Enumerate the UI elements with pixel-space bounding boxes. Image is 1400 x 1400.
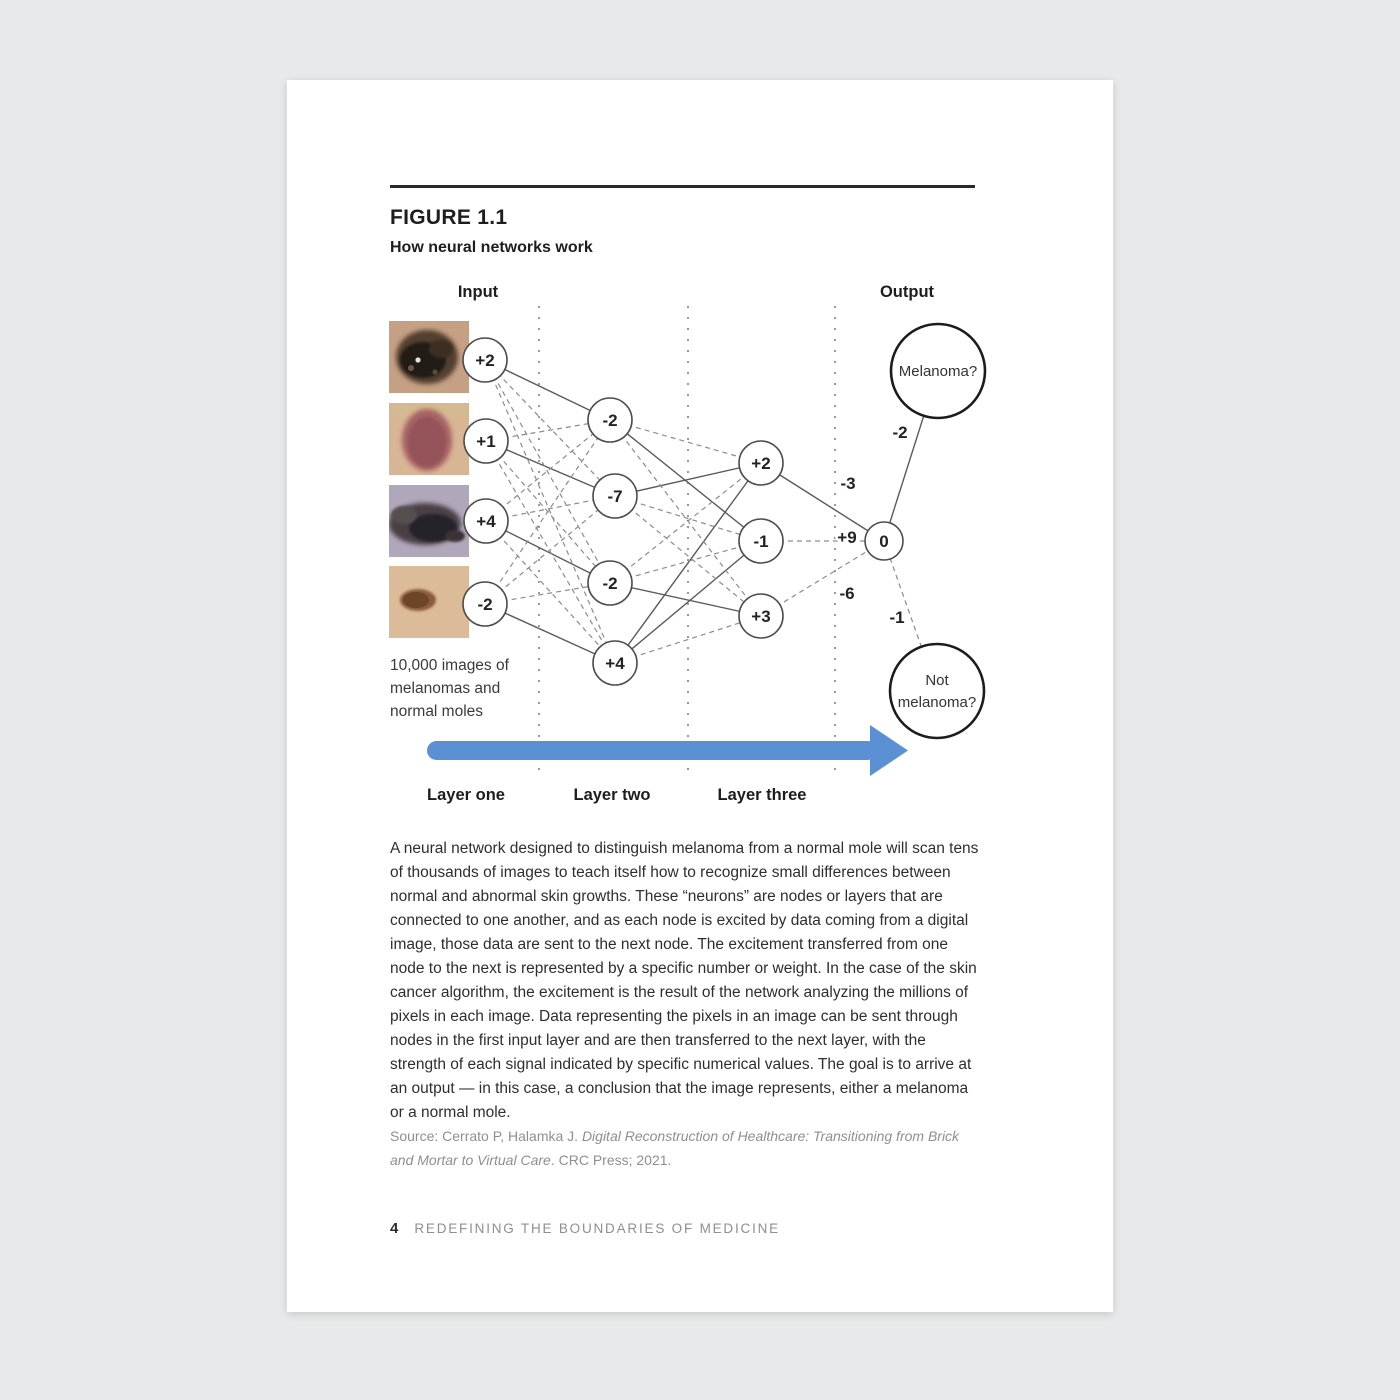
layer3-nodes <box>739 441 783 638</box>
node-weight: +2 <box>751 454 771 473</box>
output-node-melanoma <box>891 324 985 418</box>
output-label-line2: melanoma? <box>897 694 977 711</box>
layer-labels <box>427 786 806 804</box>
layer1-nodes <box>463 338 508 626</box>
caption-line: melanomas and <box>390 680 501 697</box>
caption-line: normal moles <box>390 703 484 720</box>
edge-label: -1 <box>889 608 905 627</box>
sum-node <box>865 522 903 560</box>
node-weight: +2 <box>475 351 495 370</box>
node-weight: -2 <box>477 595 493 614</box>
node-weight: -7 <box>607 487 623 506</box>
edge-label: +9 <box>837 528 857 547</box>
input-image-melanoma-2 <box>389 485 469 557</box>
edge-label: -6 <box>839 584 855 603</box>
running-title: REDEFINING THE BOUNDARIES OF MEDICINE <box>414 1221 780 1236</box>
output-label-line1: Not <box>925 672 949 689</box>
source-book-title: Digital Reconstruction of Healthcare: Transitioning from Brick and Mortar to Virtual Care <box>390 1128 960 1168</box>
edge-label: -2 <box>892 423 908 442</box>
input-header: Input <box>457 283 499 301</box>
input-image-melanoma-1 <box>389 321 469 393</box>
node-weight: +3 <box>751 607 771 626</box>
source-citation <box>390 1124 982 1172</box>
output-header: Output <box>879 283 935 301</box>
input-image-normal-mole <box>389 566 469 638</box>
source-prefix: Source: Cerrato P, Halamka J. <box>390 1128 582 1144</box>
input-image-red-mole <box>389 403 469 475</box>
figure-label: FIGURE 1.1 <box>390 206 508 229</box>
edge-label: -3 <box>840 474 856 493</box>
caption-line: 10,000 images of <box>390 657 509 674</box>
node-weight: -2 <box>602 574 618 593</box>
input-caption <box>390 657 510 720</box>
node-weight: -1 <box>753 532 769 551</box>
node-weight: 0 <box>879 532 889 551</box>
neural-network-diagram <box>287 278 1027 813</box>
source-suffix: . CRC Press; 2021. <box>550 1152 672 1168</box>
output-label: Melanoma? <box>898 363 978 380</box>
layer-label: Layer one <box>427 786 505 804</box>
node-weight: +4 <box>476 512 496 531</box>
node-weight: +1 <box>476 432 496 451</box>
layer-label: Layer three <box>717 786 807 804</box>
figure-top-rule <box>390 185 975 188</box>
node-weight: -2 <box>602 411 618 430</box>
page-footer <box>390 1220 780 1237</box>
page-number: 4 <box>390 1220 399 1237</box>
book-page <box>287 80 1113 1312</box>
body-paragraph: A neural network designed to distinguish melanoma from a normal mole will scan tens of thousands of images to teach itself how to recognize small differences between normal and abnormal skin growths. These “neurons” are nodes or layers that are connected to one another, and as each node is excited by data coming from a digital image, those data are sent to the next node. The excitement transferred from one node to the next is represented by a specific number or weight. In the case of the skin cancer algorithm, the excitement is the result of the network analyzing the millions of pixels in each image. Data representing the pixels in an image can be sent through nodes in the first input layer and are then transferred to the next layer, with the strength of each signal indicated by specific numerical values. The goal is to arrive at an output — in this case, a conclusion that the image represents, either a melanoma or a normal mole. <box>390 840 979 1121</box>
layer-label: Layer two <box>573 786 651 804</box>
output-node-not-melanoma <box>890 644 984 738</box>
node-weight: +4 <box>605 654 625 673</box>
figure-title: How neural networks work <box>390 239 593 256</box>
